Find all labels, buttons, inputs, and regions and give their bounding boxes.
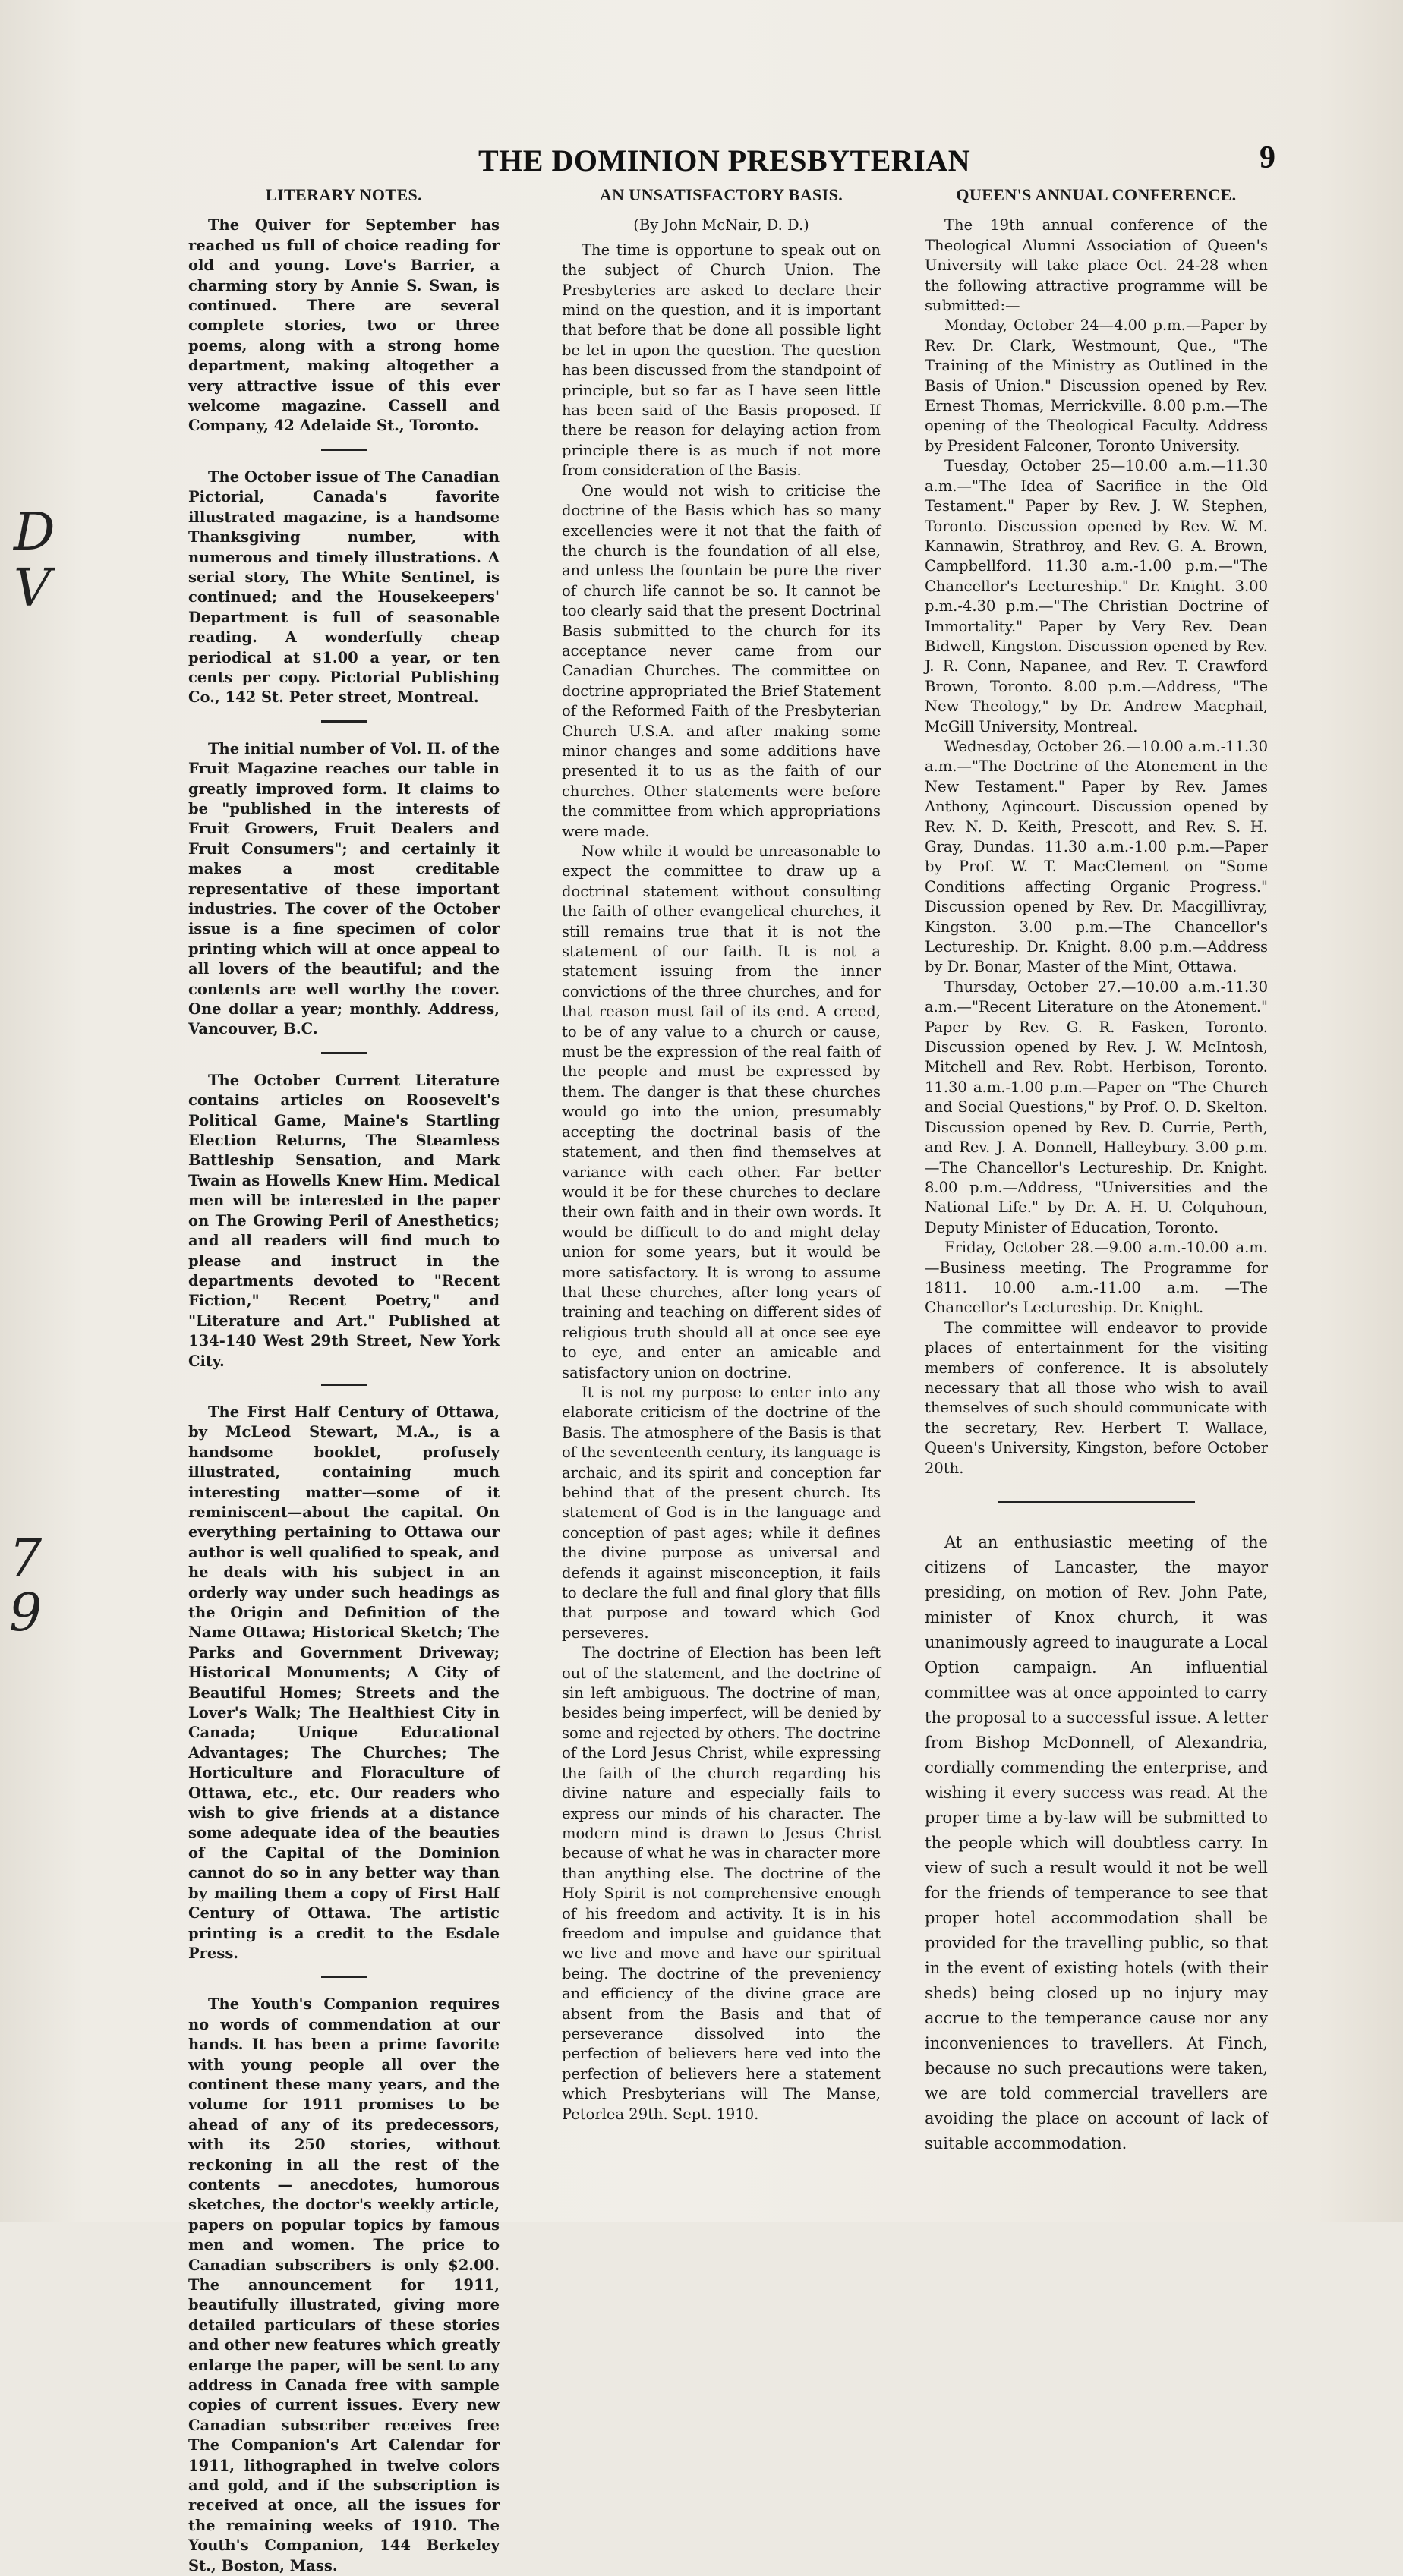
conference-friday: Friday, October 28.—9.00 a.m.-10.00 a.m.—Business meeting. The Programme for 1811. 10.00 a.m.-11.00 a.m. —The Chancellor's Lectureship. Dr. Knight. — [925, 1239, 1268, 1317]
conference-tuesday: Tuesday, October 25—10.00 a.m.—11.30 a.m.—"The Idea of Sacrifice in the Old Testament." Paper by Rev. J. W. Stephen, Toronto. Discussion opened by Rev. W. M. Kannawin, Strathroy, and Rev. G. A. Brown, Campbellford. 11.30 a.m.-1.00 p.m.—"The Chancellor's Lectureship." Dr. Knight. 3.00 p.m.-4.30 p.m.—"The Christian Doctrine of Immortality." Paper by Very Rev. Dean Bidwell, Kingston. Discussion opened by Rev. J. R. Conn, Napanee, and Rev. T. Crawford Brown, Toronto. 8.00 p.m.—Address, "The New Theology," by Dr. Andrew Macphail, McGill University, Montreal. — [925, 457, 1268, 735]
queens-conference-heading: QUEEN'S ANNUAL CONFERENCE. — [956, 185, 1237, 204]
column-queens-conference — [925, 185, 1268, 2152]
conference-wednesday: Wednesday, October 26.—10.00 a.m.-11.30 a.m.—"The Doctrine of the Atonement in the New Testament." Paper by Rev. James Anthony, Agincourt. Discussion opened by Rev. N. D. Keith, Prescott, and Rev. S. H. Gray, Dundas. 11.30 a.m.-1.00 p.m.—Paper by Prof. W. T. MacClement on "Some Conditions affecting Organic Progress." Discussion opened by Rev. Dr. Macgillivray, Kingston. 3.00 p.m.—The Chancellor's Lectureship. Dr. Knight. 8.00 p.m.—Address by Dr. Bonar, Master of the Mint, Ottawa. — [925, 737, 1268, 976]
current-literature-note: The October Current Literature contains articles on Roosevelt's Political Game, Maine's Startling Election Returns, The Steamless Battleship Sensation, and Mark Twain as Howells Knew Him. Medical men will be interested in the paper on The Growing Peril of Anesthetics; and all readers will find much to please and instruct in the departments devoted to "Recent Fiction," Recent Poetry," and "Literature and Art." Published at 134-140 West 29th Street, New York City. — [188, 1071, 500, 1370]
quiver-note: The Quiver for September has reached us full of choice reading for old and young. Love's Barrier, a charming story by Annie S. Swan, is continued. There are several complete stories, two or three poems, along with a strong home department, making altogether a very attractive issue of this ever welcome magazine. Cassell and Company, 42 Adelaide St., Toronto. — [188, 216, 500, 435]
article-paragraph: Now while it would be unreasonable to expect the committee to draw up a doctrinal statement without consulting the faith of other evangelical churches, it still remains true that it is not the statement of our faith. It is not a statement issuing from the inner convictions of the three churches, and for that reason must fail of its end. A creed, to be of any value to a church or cause, must be the expression of the real faith of the people and must be expressed by them. The danger is that these churches would go into the union, presumably accepting the doctrinal basis of the statement, and then find themselves at variance with each other. Far better would it be for these churches to declare their own faith and in their own words. It would be difficult to do and might delay union for some years, but it would be more satisfactory. It is wrong to assume that these churches, after long years of training and teaching on different sides of religious truth should all at once see eye to eye, and enter an amicable and satisfactory union on doctrine. — [562, 842, 881, 1381]
section-divider — [321, 1052, 367, 1054]
lancaster-local-option-note: At an enthusiastic meeting of the citizens of Lancaster, the mayor presiding, on motion of Rev. John Pate, minister of Knox church, it was unanimously agreed to inaugurate a Local Option campaign. An influential committee was at once appointed to carry the proposal to a successful issue. A letter from Bishop McDonnell, of Alexandria, cordially commending the enterprise, and wishing it every success was read. At the proper time a by-law will be submitted to the people which will doubtless carry. In view of such a result would it not be well for the friends of temperance to see that proper hotel accommodation shall be provided for the travelling public, so that in the event of existing hotels (with their sheds) being closed up no injury may accrue to the temperance cause nor any inconveniences to travellers. At Finch, because no such precautions were taken, we are told commercial travellers are avoiding the place on account of lack of suitable accommodation. — [925, 1533, 1268, 2152]
section-divider — [321, 449, 367, 451]
section-divider — [321, 720, 367, 723]
article-paragraph: The time is opportune to speak out on the subject of Church Union. The Presbyteries are asked to declare their mind on the question, and it is important that before that be done all possible light be let in upon the question. The question has been discussed from the standpoint of principle, but so far as I have seen little has been said of the Basis proposed. If there be reason for delaying action from principle there is as much if not more from consideration of the Basis. — [562, 241, 881, 480]
literary-notes-heading: LITERARY NOTES. — [265, 185, 423, 204]
conference-intro: The 19th annual conference of the Theological Alumni Association of Queen's University will take place Oct. 24-28 when the following attractive programme will be submitted:— — [925, 216, 1268, 315]
column-unsatisfactory-basis — [562, 185, 881, 2123]
conference-committee-note: The committee will endeavor to provide places of entertainment for the visiting members of conference. It is absolutely necessary that all those who wish to avail themselves of such should communicate with the secretary, Rev. Herbert T. Wallace, Queen's University, Kingston, before October 20th. — [925, 1318, 1268, 1477]
ottawa-booklet-note: The First Half Century of Ottawa, by McLeod Stewart, M.A., is a handsome booklet, profusely illustrated, containing much interesting matter—some of it reminiscent—about the capital. On everything pertaining to Ottawa our author is well qualified to speak, and he deals with his subject in an orderly way under such headings as the Origin and Definition of the Name Ottawa; Historical Sketch; The Parks and Government Driveway; Historical Monuments; A City of Beautiful Homes; Streets and the Lover's Walk; The Healthiest City in Canada; Unique Educational Advantages; The Churches; The Horticulture and Floraculture of Ottawa, etc., etc. Our readers who wish to give friends at a distance some adequate idea of the beauties of the Capital of the Dominion cannot do so in any better way than by mailing them a copy of First Half Century of Ottawa. The artistic printing is a credit to the Esdale Press. — [188, 1403, 500, 1962]
margin-mark-2: V — [14, 559, 52, 619]
section-divider-long — [998, 1501, 1195, 1503]
article-paragraph: It is not my purpose to enter into any elaborate criticism of the doctrine of the Basis. The atmosphere of the Basis is that of the seventeenth century, its language is archaic, and its spirit and conception far behind that of the present church. Its statement of God is in the language and conception of past ages; while it defines the divine purpose as universal and defends it against misconception, it fails to declare the full and final glory that fills that purpose and toward which God perseveres. — [562, 1383, 881, 1642]
margin-mark-4: 9 — [9, 1583, 43, 1643]
masthead-title: THE DOMINION PRESBYTERIAN — [478, 143, 971, 178]
section-divider — [321, 1976, 367, 1978]
youths-companion-note: The Youth's Companion requires no words of commendation at our hands. It has been a prime favorite with young people all over the continent these many years, and the volume for 1911 promises to be ahead of any of its predecessors, with its 250 stories, without reckoning in all the rest of the contents — anecdotes, humorous sketches, the doctor's weekly article, papers on popular topics by famous men and women. The price to Canadian subscribers is only $2.00. The announcement for 1911, beautifully illustrated, giving more detailed particulars of these stories and other new features which greatly enlarge the paper, will be sent to any address in Canada free with sample copies of current issues. Every new Canadian subscriber receives free The Companion's Art Calendar for 1911, lithographed in twelve colors and gold, and if the subscription is received at once, all the issues for the remaining weeks of 1910. The Youth's Companion, 144 Berkeley St., Boston, Mass. — [188, 1995, 500, 2574]
column-literary-notes — [188, 185, 500, 2574]
conference-thursday: Thursday, October 27.—10.00 a.m.-11.30 a.m.—"Recent Literature on the Atonement." Paper by Rev. G. R. Fasken, Toronto. Discussion opened by Rev. J. W. McIntosh, Mitchell and Rev. Robt. Herbison, Toronto. 11.30 a.m.-1.00 p.m.—Paper on "The Church and Social Questions," by Prof. O. D. Skelton. Discussion opened by Rev. D. Currie, Perth, and Rev. J. A. Donnell, Halleybury. 3.00 p.m.—The Chancellor's Lectureship. Dr. Knight. 8.00 p.m.—Address, "Universities and the National Life." by Dr. A. H. U. Colquhoun, Deputy Minister of Education, Toronto. — [925, 978, 1268, 1236]
conference-monday: Monday, October 24—4.00 p.m.—Paper by Rev. Dr. Clark, Westmount, Que., "The Training of the Ministry as Outlined in the Basis of Union." Discussion opened by Rev. Ernest Thomas, Merrickville. 8.00 p.m.—The opening of the Theological Faculty. Address by President Falconer, Toronto University. — [925, 316, 1268, 455]
article-paragraph: The doctrine of Election has been left out of the statement, and the doctrine of sin left ambiguous. The doctrine of man, besides being imperfect, will be denied by some and rejected by others. The doctrine of the Lord Jesus Christ, while expressing the faith of the church regarding his divine nature and especially fails to express our minds of his character. The modern mind is drawn to Jesus Christ because of what he was in character more than anything else. The doctrine of the Holy Spirit is not comprehensive enough of his freedom and activity. It is in his freedom and impulse and guidance that we live and move and have our spiritual being. The doctrine of the preveniency and efficiency of the divine grace are absent from the Basis and that of perseverance dissolved into the perfection of believers here ved into the perfection of believers here a statement which Presbyterians will The Manse, Petorlea 29th. Sept. 1910. — [562, 1644, 881, 2123]
margin-mark-1: D — [14, 502, 55, 562]
canadian-pictorial-note: The October issue of The Canadian Pictorial, Canada's favorite illustrated magazine, is a handsome Thanksgiving number, with numerous and timely illustrations. A serial story, The White Sentinel, is continued; and the Housekeepers' Department is full of seasonable reading. A wonderfully cheap periodical at $1.00 a year, or ten cents per copy. Pictorial Publishing Co., 142 St. Peter street, Montreal. — [188, 468, 500, 707]
unsatisfactory-basis-heading: AN UNSATISFACTORY BASIS. — [599, 185, 843, 204]
section-divider — [321, 1384, 367, 1386]
article-byline: (By John McNair, D. D.) — [633, 216, 809, 235]
page-number: 9 — [1260, 140, 1275, 175]
margin-mark-3: 7 — [9, 1529, 43, 1589]
page-header — [456, 140, 1275, 188]
fruit-magazine-note: The initial number of Vol. II. of the Fruit Magazine reaches our table in greatly improved form. It claims to be "published in the interests of Fruit Growers, Fruit Dealers and Fruit Consumers"; and certainly it makes a most creditable representative of these important industries. The cover of the October issue is a fine specimen of color printing which will at once appeal to all lovers of the beautiful; and the contents are well worthy the cover. One dollar a year; monthly. Address, Vancouver, B.C. — [188, 739, 500, 1038]
article-paragraph: One would not wish to criticise the doctrine of the Basis which has so many excellencies were it not that the faith of the church is the foundation of all else, and unless the fountain be pure the river of church life cannot be so. It cannot be too clearly said that the present Doctrinal Basis submitted to the church for its acceptance never came from our Canadian Churches. The committee on doctrine appropriated the Brief Statement of the Reformed Faith of the Presbyterian Church U.S.A. and after making some minor changes and some additions have presented it to us as the faith of our churches. Other statements were before the committee from which appropriations were made. — [562, 481, 881, 840]
